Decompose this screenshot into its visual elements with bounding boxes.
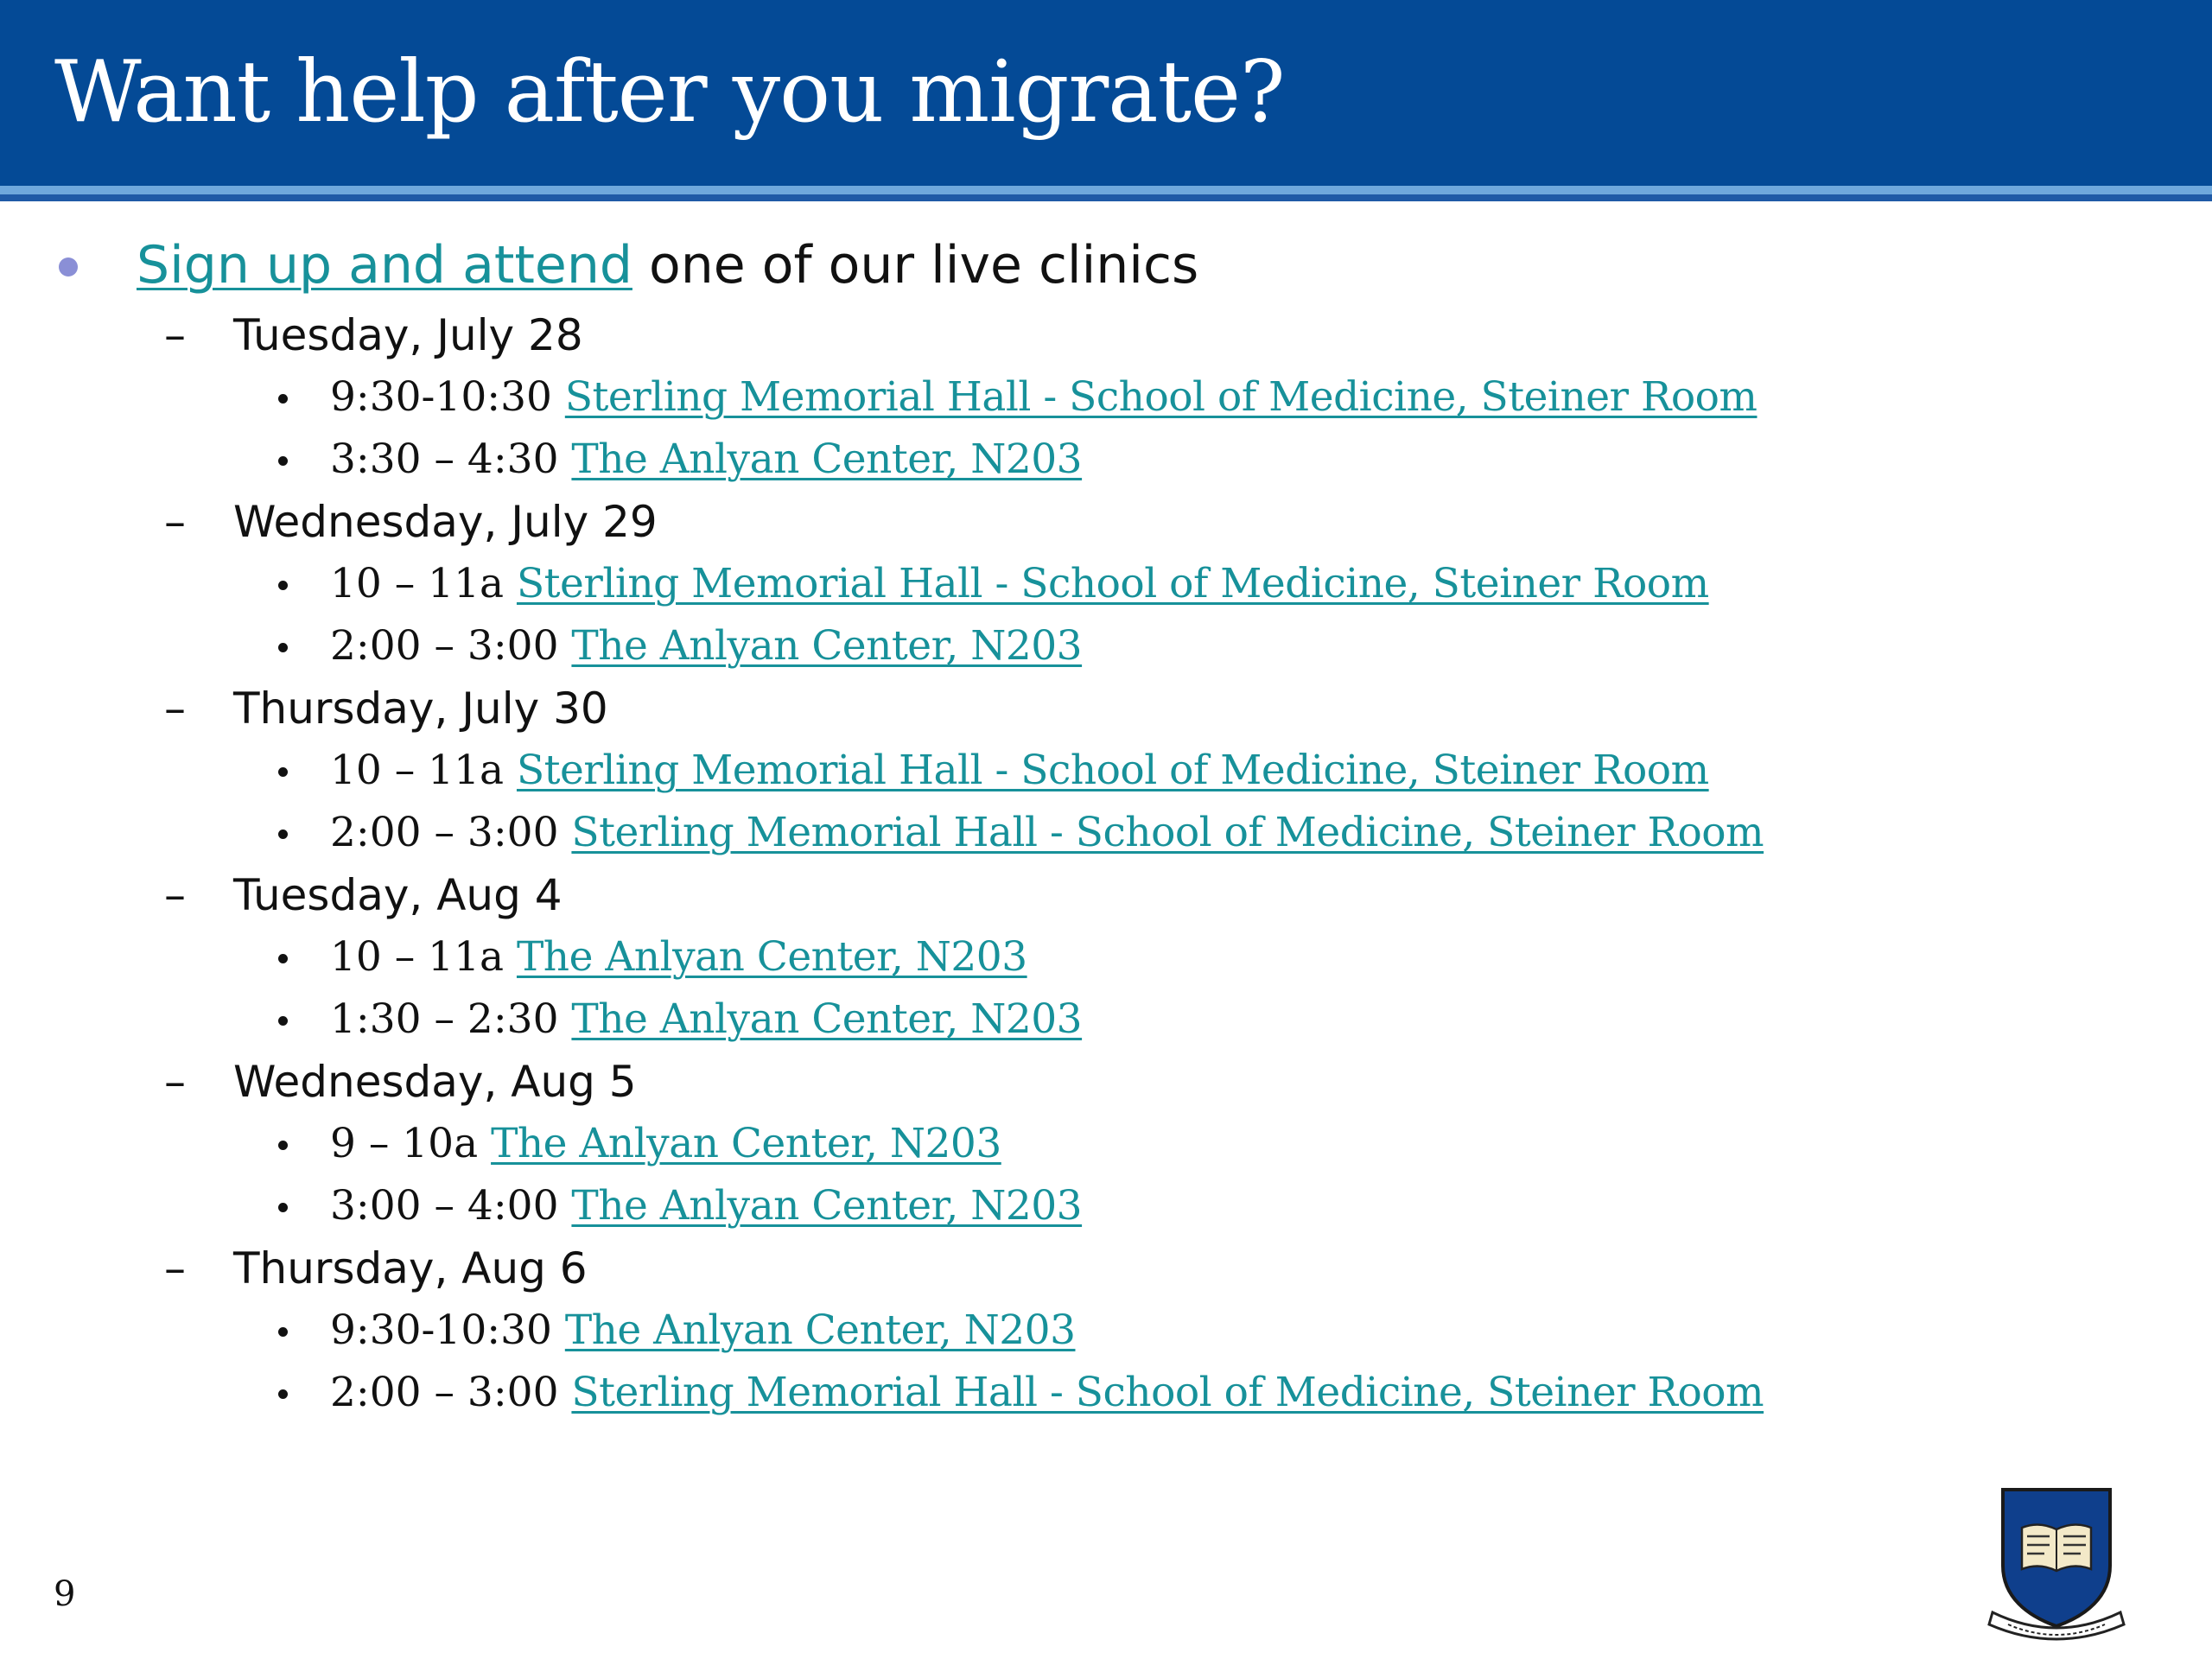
bullet-dot-icon: [278, 954, 288, 963]
day-heading: [0, 1237, 2212, 1300]
bullet-dot-icon: [278, 643, 288, 652]
clinic-schedule: [0, 304, 2212, 1424]
location-link[interactable]: The Anlyan Center, N203: [571, 995, 1083, 1043]
session-item: [0, 553, 2212, 615]
session-item: [0, 926, 2212, 988]
session-time: 2:00 – 3:00: [330, 622, 572, 670]
dash-bullet-icon: –: [164, 683, 186, 734]
page-number: 9: [54, 1574, 76, 1614]
slide-body: [0, 226, 2212, 1424]
day-label: Wednesday, Aug 5: [233, 1057, 637, 1107]
day-heading: [0, 1051, 2212, 1113]
bullet-dot-icon: [278, 830, 288, 839]
session-item: [0, 1175, 2212, 1237]
day-heading: [0, 491, 2212, 553]
day-label: Thursday, July 30: [233, 683, 608, 734]
slide-title: Want help after you migrate?: [54, 43, 1285, 142]
session-time: 10 – 11a: [330, 747, 517, 794]
bullet-dot-icon: [278, 394, 288, 404]
bullet-dot-icon: [278, 1016, 288, 1026]
yale-crest-icon: [1984, 1483, 2129, 1643]
location-link[interactable]: The Anlyan Center, N203: [516, 933, 1027, 981]
session-time: 10 – 11a: [330, 560, 517, 607]
location-link[interactable]: Sterling Memorial Hall - School of Medicine, Steiner Room: [571, 809, 1764, 856]
session-item: [0, 988, 2212, 1051]
bullet-dot-icon: [59, 257, 78, 276]
session-item: [0, 740, 2212, 802]
dash-bullet-icon: –: [164, 310, 186, 360]
intro-text: one of our live clinics: [632, 235, 1199, 296]
session-item: [0, 366, 2212, 429]
bullet-dot-icon: [278, 767, 288, 777]
location-link[interactable]: Sterling Memorial Hall - School of Medicine, Steiner Room: [564, 373, 1758, 421]
day-label: Tuesday, July 28: [233, 310, 583, 360]
location-link[interactable]: Sterling Memorial Hall - School of Medicine, Steiner Room: [516, 747, 1709, 794]
bullet-dot-icon: [278, 456, 288, 466]
bullet-dot-icon: [278, 581, 288, 590]
bullet-dot-icon: [278, 1141, 288, 1150]
session-time: 2:00 – 3:00: [330, 809, 572, 856]
day-heading: [0, 677, 2212, 740]
day-label: Thursday, Aug 6: [233, 1243, 588, 1294]
session-item: [0, 1113, 2212, 1175]
session-item: [0, 1300, 2212, 1362]
day-label: Wednesday, July 29: [233, 497, 658, 547]
session-time: 3:00 – 4:00: [330, 1182, 572, 1230]
session-time: 1:30 – 2:30: [330, 995, 572, 1043]
bullet-dot-icon: [278, 1389, 288, 1399]
session-item: [0, 429, 2212, 491]
session-time: 9 – 10a: [330, 1120, 492, 1167]
session-item: [0, 1362, 2212, 1424]
session-time: 2:00 – 3:00: [330, 1369, 572, 1416]
intro-bullet: [0, 226, 2212, 304]
location-link[interactable]: Sterling Memorial Hall - School of Medicine, Steiner Room: [516, 560, 1709, 607]
session-time: 9:30-10:30: [330, 1306, 565, 1354]
day-heading: [0, 304, 2212, 366]
location-link[interactable]: The Anlyan Center, N203: [564, 1306, 1076, 1354]
signup-link[interactable]: Sign up and attend: [137, 235, 632, 296]
title-rule-dark: [0, 194, 2212, 201]
location-link[interactable]: The Anlyan Center, N203: [491, 1120, 1001, 1167]
location-link[interactable]: The Anlyan Center, N203: [571, 1182, 1083, 1230]
location-link[interactable]: The Anlyan Center, N203: [571, 622, 1083, 670]
dash-bullet-icon: –: [164, 870, 186, 920]
dash-bullet-icon: –: [164, 1057, 186, 1107]
day-label: Tuesday, Aug 4: [233, 870, 563, 920]
location-link[interactable]: Sterling Memorial Hall - School of Medicine, Steiner Room: [571, 1369, 1764, 1416]
dash-bullet-icon: –: [164, 497, 186, 547]
dash-bullet-icon: –: [164, 1243, 186, 1294]
bullet-dot-icon: [278, 1203, 288, 1212]
day-heading: [0, 864, 2212, 926]
title-bar: [0, 0, 2212, 186]
session-time: 9:30-10:30: [330, 373, 565, 421]
session-time: 3:30 – 4:30: [330, 435, 572, 483]
session-item: [0, 615, 2212, 677]
location-link[interactable]: The Anlyan Center, N203: [571, 435, 1083, 483]
session-time: 10 – 11a: [330, 933, 517, 981]
title-rule-light: [0, 186, 2212, 194]
session-item: [0, 802, 2212, 864]
bullet-dot-icon: [278, 1327, 288, 1337]
